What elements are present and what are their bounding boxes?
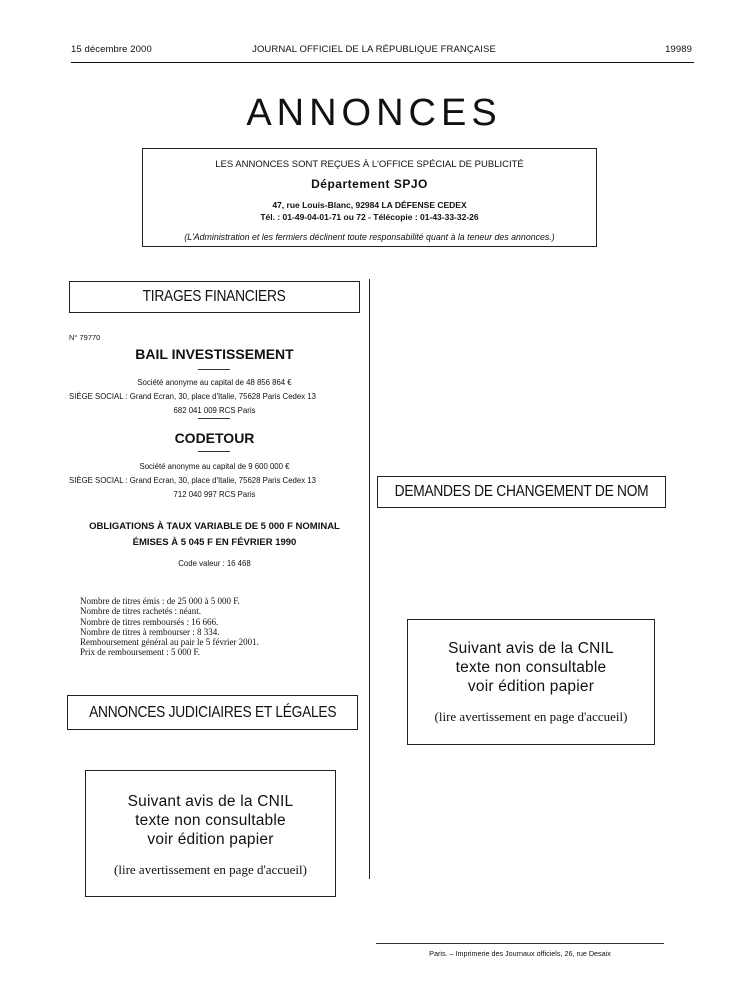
header-rule — [71, 62, 694, 63]
cnil-notice-box — [85, 770, 336, 897]
cnil-line: texte non consultable — [455, 659, 607, 676]
page-number: 19989 — [665, 44, 692, 55]
section-heading-label: ANNONCES JUDICIAIRES ET LÉGALES — [88, 703, 337, 721]
company-siege: SIÈGE SOCIAL : Grand Ecran, 30, place d'Italie, 75628 Paris Cedex 13 — [69, 392, 316, 401]
divider — [198, 418, 230, 419]
cnil-line: Suivant avis de la CNIL — [127, 793, 294, 810]
footer-rule — [376, 943, 664, 944]
announcement-number: N° 79770 — [69, 333, 101, 342]
disclaimer: (L'Administration et les fermiers déclinent toute responsabilité quant à la teneur des annonces.) — [184, 232, 555, 242]
code-valeur: Code valeur : 16 468 — [178, 559, 251, 568]
list-item: Prix de remboursement : 5 000 F. — [80, 647, 201, 658]
column-divider — [369, 279, 370, 879]
obligations-heading: OBLIGATIONS À TAUX VARIABLE DE 5 000 F NOMINAL — [89, 521, 340, 532]
section-heading-tirages — [69, 281, 360, 313]
department-phone: Tél. : 01-49-04-01-71 ou 72 - Télécopie : 01-43-33-32-26 — [260, 212, 479, 222]
divider — [198, 451, 230, 452]
section-heading-annonces-judiciaires — [67, 695, 358, 730]
printer-footer: Paris. – Imprimerie des Journaux officiels, 26, rue Desaix — [429, 949, 611, 958]
cnil-notice-box — [407, 619, 655, 745]
department-name: Département SPJO — [311, 177, 428, 191]
issue-date: 15 décembre 2000 — [71, 44, 152, 55]
company-capital: Société anonyme au capital de 9 600 000 € — [139, 462, 290, 471]
cnil-line: voir édition papier — [147, 831, 274, 848]
journal-title: JOURNAL OFFICIEL DE LA RÉPUBLIQUE FRANÇAISE — [252, 44, 496, 55]
cnil-note: (lire avertissement en page d'accueil) — [114, 862, 307, 877]
company-capital: Société anonyme au capital de 48 856 864 € — [137, 378, 292, 387]
cnil-line: voir édition papier — [467, 678, 595, 695]
list-item: Nombre de titres rachetés : néant. — [80, 606, 201, 617]
section-heading-label: TIRAGES FINANCIERS — [143, 288, 286, 305]
company-name: BAIL INVESTISSEMENT — [135, 346, 294, 362]
list-item: Remboursement général au pair le 5 février 2001. — [80, 637, 259, 648]
company-rcs: 712 040 997 RCS Paris — [173, 490, 256, 499]
company-name: CODETOUR — [174, 430, 255, 446]
section-heading-label: DEMANDES DE CHANGEMENT DE NOM — [394, 483, 649, 500]
list-item: Nombre de titres remboursés : 16 666. — [80, 616, 219, 627]
publicity-notice-box — [142, 148, 597, 247]
page-title: ANNONCES — [246, 92, 502, 134]
department-address: 47, rue Louis-Blanc, 92984 LA DÉFENSE CEDEX — [272, 200, 467, 210]
cnil-note: (lire avertissement en page d'accueil) — [434, 709, 628, 724]
company-rcs: 682 041 009 RCS Paris — [173, 406, 256, 415]
notice-line: LES ANNONCES SONT REÇUES À L'OFFICE SPÉCIAL DE PUBLICITÉ — [215, 159, 524, 170]
list-item: Nombre de titres à rembourser : 8 334. — [80, 626, 220, 637]
cnil-line: Suivant avis de la CNIL — [448, 640, 614, 657]
list-item: Nombre de titres émis : de 25 000 à 5 000 F. — [80, 596, 240, 606]
bond-details-list — [80, 596, 259, 658]
divider — [198, 369, 230, 370]
obligations-subheading: ÉMISES À 5 045 F EN FÉVRIER 1990 — [132, 537, 297, 548]
section-heading-demandes — [377, 476, 666, 508]
company-siege: SIÈGE SOCIAL : Grand Ecran, 30, place d'Italie, 75628 Paris Cedex 13 — [69, 476, 316, 485]
cnil-line: texte non consultable — [135, 812, 286, 829]
